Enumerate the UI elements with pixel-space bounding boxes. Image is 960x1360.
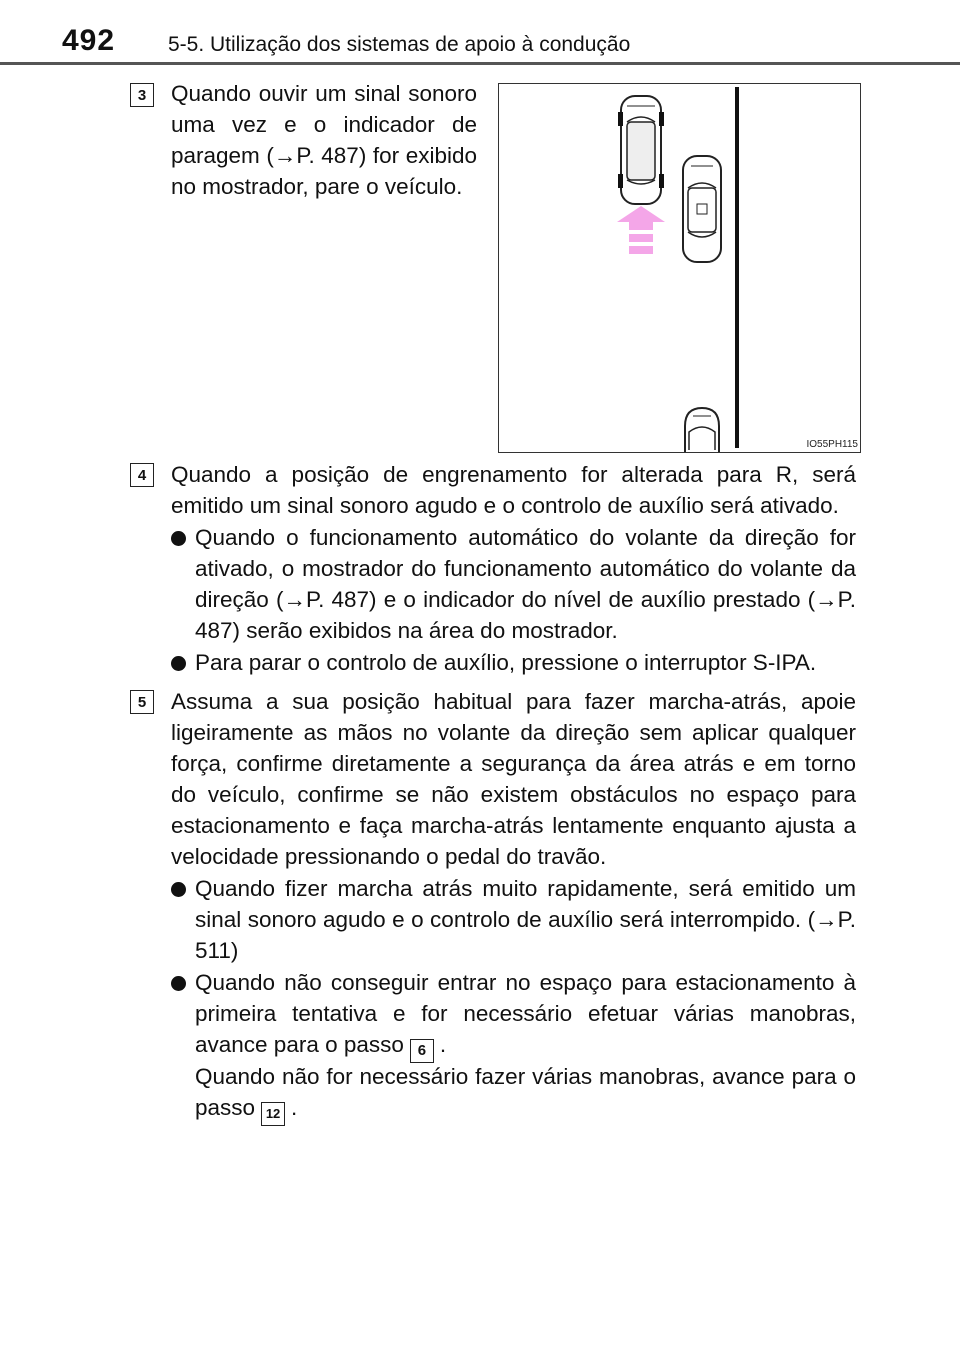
- continuation-text: Quando não for necessário fazer várias manobras, avance para o passo: [195, 1064, 856, 1120]
- parking-diagram: [499, 84, 862, 454]
- page-number: 492: [62, 24, 116, 57]
- step-3-text: Quando ouvir um sinal sonoro uma vez e o indicador de paragem (→P. 487) for exibido no mostrador, pare o veículo.: [171, 81, 477, 199]
- forward-arrow: [617, 206, 665, 254]
- step-ref-6[interactable]: 6: [410, 1039, 434, 1063]
- header-rule: [0, 62, 960, 65]
- bullet-dot: [171, 656, 186, 671]
- step-ref-12[interactable]: 12: [261, 1102, 285, 1126]
- bullet-dot: [171, 882, 186, 897]
- bullet-dot: [171, 531, 186, 546]
- section-title: 5-5. Utilização dos sistemas de apoio à condução: [168, 33, 631, 56]
- parked-car-right: [683, 156, 721, 262]
- step-5-text: Assuma a sua posição habitual para fazer marcha-atrás, apoie ligeiramente as mãos no volante da direção sem aplicar qualquer força, confirme diretamente a segurança da área atrás e em torno do veículo, confirme se não existem obstáculos no espaço para estacionamento e faça marcha-atrás lentamente enquanto ajusta a velocidade pressionando o pedal do travão.: [171, 689, 856, 869]
- sentence-end: .: [291, 1095, 298, 1120]
- sentence-end: .: [439, 1032, 447, 1057]
- step-number-5: 5: [130, 690, 154, 714]
- parked-car-bottom: [685, 408, 719, 452]
- step-5-bullet-2: [195, 967, 856, 1060]
- parking-illustration: [498, 83, 861, 453]
- step-number-3: 3: [130, 83, 154, 107]
- step-5-bullet-2-text: Quando não conseguir entrar no espaço para estacionamento à primeira tentativa e for necessário efetuar várias manobras, avance para o passo: [195, 970, 856, 1057]
- step-5-bullet-1: Quando fizer marcha atrás muito rapidamente, será emitido um sinal sonoro agudo e o controlo de auxílio será interrompido. (→P. 511): [195, 876, 856, 963]
- figure-code: IO55PH115: [806, 439, 858, 450]
- lane-line: [735, 87, 739, 448]
- own-car: [618, 96, 664, 204]
- step-number-4: 4: [130, 463, 154, 487]
- bullet-dot: [171, 976, 186, 991]
- step-4-bullet-2: Para parar o controlo de auxílio, pressione o interruptor S-IPA.: [195, 650, 817, 675]
- step-4-text: Quando a posição de engrenamento for alterada para R, será emitido um sinal sonoro agudo e o controlo de auxílio será ativado.: [171, 462, 856, 518]
- step-4-bullet-1: Quando o funcionamento automático do volante da direção for ativado, o mostrador do funcionamento automático do volante da direção (→P. 487) e o indicador do nível de auxílio prestado (→P. 487) serão exibidos na área do mostrador.: [195, 525, 856, 643]
- step-5-bullet-2-continuation: [195, 1061, 856, 1123]
